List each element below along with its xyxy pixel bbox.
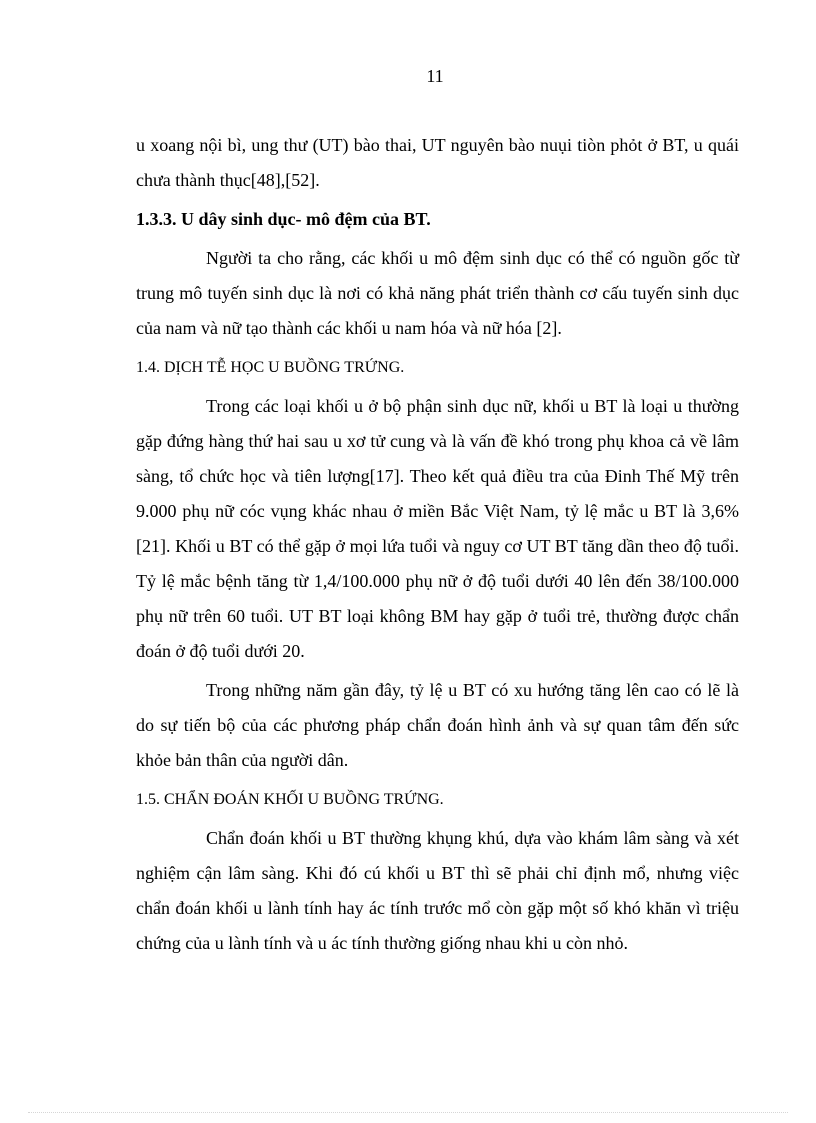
paragraph-stromal-tumors: Người ta cho rằng, các khối u mô đệm sinh dục có thể có nguồn gốc từ trung mô tuyến sinh dục là nơi có khả năng phát triển thành cơ cấu tuyến sinh dục của nam và nữ tạo thành các khối u nam hóa và nữ hóa [2]. (136, 248, 739, 338)
paragraph-continuation: u xoang nội bì, ung thư (UT) bào thai, UT nguyên bào nuụi tiòn phỏt ở BT, u quái chưa thành thục[48],[52]. (136, 135, 739, 190)
page-number: 11 (426, 66, 444, 86)
section-heading-1-4: 1.4. DỊCH TỄ HỌC U BUỒNG TRỨNG. (136, 359, 405, 376)
section-heading-1-3-3: 1.3.3. U dây sinh dục- mô đệm của BT. (136, 209, 431, 229)
page-bottom-divider (28, 1112, 788, 1113)
document-body (136, 128, 739, 961)
paragraph-epidemiology: Trong các loại khối u ở bộ phận sinh dục nữ, khối u BT là loại u thường gặp đứng hàng thứ hai sau u xơ tử cung và là vấn đề khó trong phụ khoa cả về lâm sàng, tổ chức học và tiên lượng[17]. Theo kết quả điều tra của Đinh Thế Mỹ trên 9.000 phụ nữ cóc vụng khác nhau ở miền Bắc Việt Nam, tỷ lệ mắc u BT là 3,6% [21]. Khối u BT có thể gặp ở mọi lứa tuổi và nguy cơ UT BT tăng dần theo độ tuổi. Tỷ lệ mắc bệnh tăng từ 1,4/100.000 phụ nữ ở độ tuổi dưới 40 lên đến 38/100.000 phụ nữ trên 60 tuổi. UT BT loại không BM hay gặp ở tuổi trẻ, thường được chẩn đoán ở độ tuổi dưới 20. (136, 396, 739, 661)
section-heading-1-5: 1.5. CHẨN ĐOÁN KHỐI U BUỒNG TRỨNG. (136, 791, 444, 808)
paragraph-diagnosis: Chẩn đoán khối u BT thường khụng khú, dựa vào khám lâm sàng và xét nghiệm cận lâm sàng. Khi đó cú khối u BT thì sẽ phải chỉ định mổ, nhưng việc chẩn đoán khối u lành tính hay ác tính trước mổ còn gặp một số khó khăn vì triệu chứng của u lành tính và u ác tính thường giống nhau khi u còn nhỏ. (136, 828, 739, 953)
paragraph-recent-trend: Trong những năm gần đây, tỷ lệ u BT có xu hướng tăng lên cao có lẽ là do sự tiến bộ của các phương pháp chẩn đoán hình ảnh và sự quan tâm đến sức khỏe bản thân của người dân. (136, 680, 739, 770)
